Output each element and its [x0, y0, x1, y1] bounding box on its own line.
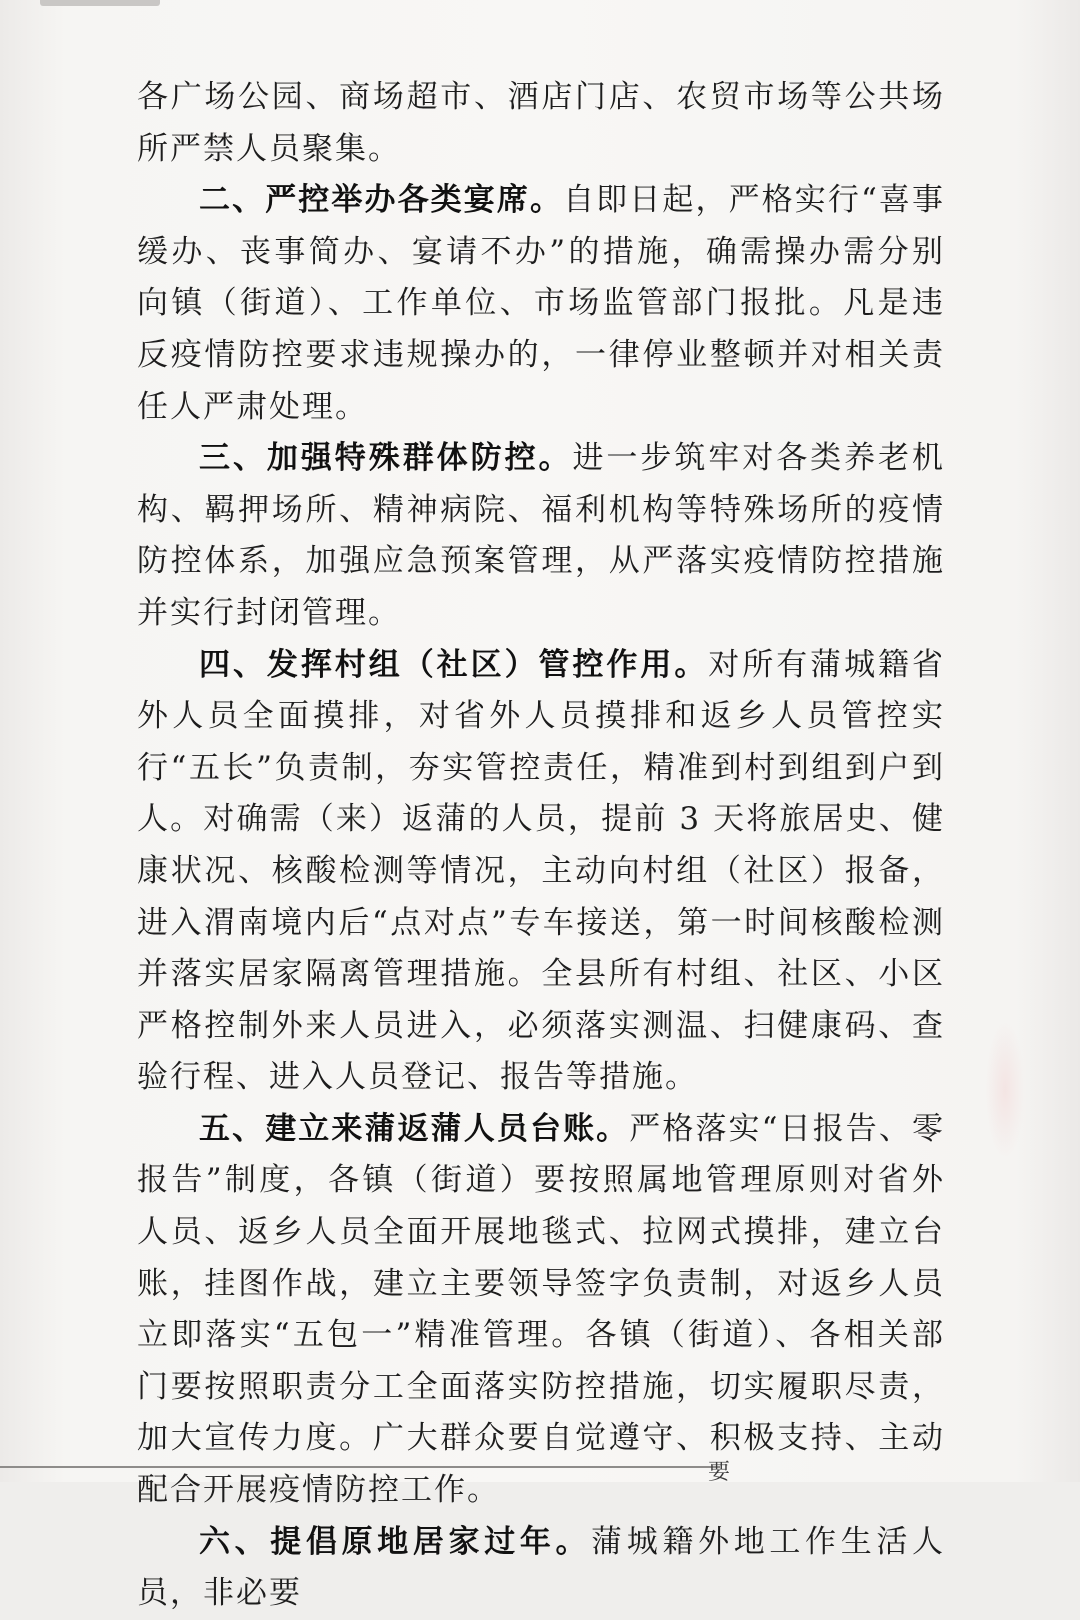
paragraph-public-places	[137, 72, 945, 175]
section-heading: 二、严控举办各类宴席。	[199, 182, 564, 219]
section-heading: 四、发挥村组（社区）管控作用。	[199, 646, 709, 683]
paragraph-text: 各广场公园、商场超市、酒店门店、农贸市场等公共场所严禁人员聚集。	[137, 79, 945, 167]
next-page-fragment: 要	[708, 1460, 731, 1485]
paragraph-stay-home	[137, 1517, 945, 1620]
document-body	[137, 72, 945, 1620]
section-heading: 五、建立来蒲返蒲人员台账。	[199, 1110, 630, 1147]
paragraph-banquets	[137, 175, 945, 433]
paragraph-text: 自即日起，严格实行“喜事缓办、丧事简办、宴请不办”的措施，确需操办需分别向镇（街道）、工作单位、市场监管部门报批。凡是违反疫情防控要求违规操办的，一律停业整顿并对相关责任人严肃处理。	[137, 182, 945, 425]
paper-stain	[985, 1020, 1025, 1160]
paragraph-text: 严格落实“日报告、零报告”制度，各镇（街道）要按照属地管理原则对省外人员、返乡人员全面开展地毯式、拉网式摸排，建立台账，挂图作战，建立主要领导签字负责制，对返乡人员立即落实“五包一”精准管理。各镇（街道）、各相关部门要按照职责分工全面落实防控措施，切实履职尽责，加大宣传力度。广大群众要自觉遵守、积极支持、主动配合开展疫情防控工作。	[137, 1110, 945, 1509]
paragraph-text: 对所有蒲城籍省外人员全面摸排，对省外人员摸排和返乡人员管控实行“五长”负责制，夯实管控责任，精准到村到组到户到人。对确需（来）返蒲的人员，提前 3 天将旅居史、健康状况、核酸检测等情况，主动向村组（社区）报备，进入渭南境内后“点对点”专车接送，第一时间核酸检测并落实居家隔离管理措施。全县所有村组、社区、小区严格控制外来人员进入，必须落实测温、扫健康码、查验行程、进入人员登记、报告等措施。	[137, 646, 946, 1096]
paragraph-special-groups	[137, 433, 945, 639]
paragraph-village-control	[137, 640, 945, 1104]
paragraph-ledger	[137, 1104, 945, 1517]
paragraph-text: 进一步筑牢对各类养老机构、羁押场所、精神病院、福利机构等特殊场所的疫情防控体系，加强应急预案管理，从严落实疫情防控措施并实行封闭管理。	[137, 440, 946, 631]
section-heading: 六、提倡原地居家过年。	[199, 1523, 592, 1560]
page-edge-mark	[40, 0, 160, 6]
page-bottom-edge	[0, 1466, 720, 1468]
section-heading: 三、加强特殊群体防控。	[199, 440, 573, 477]
paragraph-text: 蒲城籍外地工作生活人员，非必要	[137, 1523, 946, 1612]
